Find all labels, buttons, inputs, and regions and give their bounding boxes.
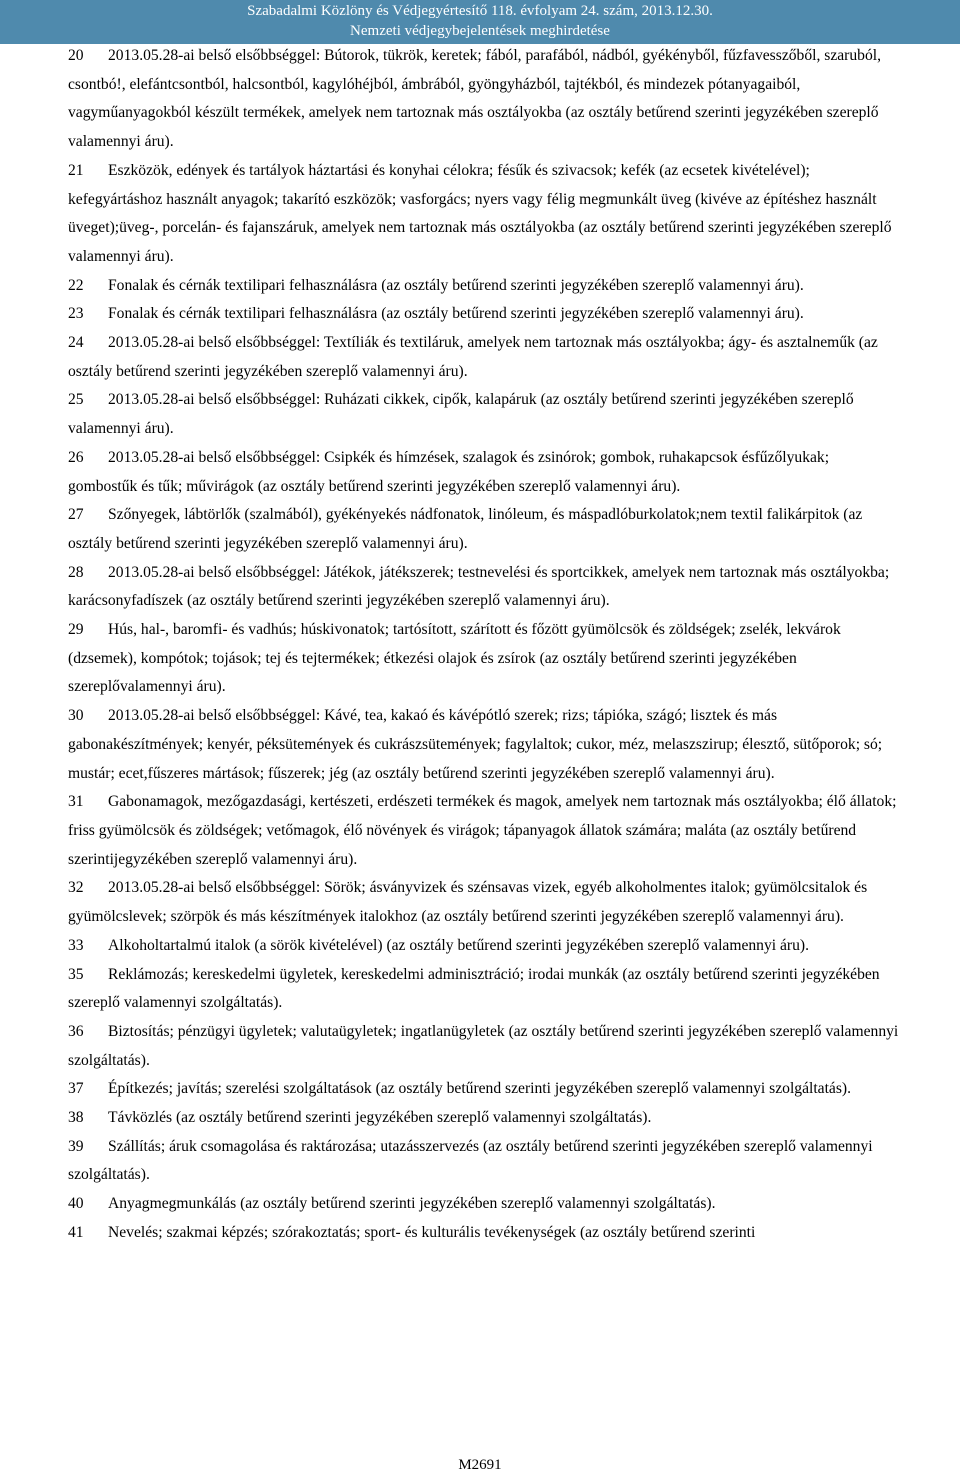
class-description: Nevelés; szakmai képzés; szórakoztatás; sport- és kulturális tevékenységek (az osztály betűrend szerinti — [108, 1223, 756, 1241]
class-description: 2013.05.28-ai belső elsőbbséggel: Kávé, tea, kakaó és kávépótló szerek; rizs; tápióka, szágó; lisztek és más gabonakészítmények; kenyér, péksütemények és cukrászsütemények; fagylaltok; cukor, méz, melaszszirup; élesztő, sütőporok; só; mustár; ecet,fűszeres mártások; fűszerek; jég (az osztály betűrend szerinti jegyzékében szereplő valamennyi áru). — [68, 707, 883, 782]
class-description: Eszközök, edények és tartályok háztartási és konyhai célokra; fésűk és szivacsok; kefék (az ecsetek kivételével); kefegyártáshoz használt anyagok; takarító eszközök; vasforgács; nyers vagy félig megmunkált üveg (kivéve az építéshez használt üveget);üveg-, porcelán- és fajanszáruk, amelyek nem tartoznak más osztályokba (az osztály betűrend szerinti jegyzékében szereplő valamennyi áru). — [68, 161, 892, 265]
class-description: Hús, hal-, baromfi- és vadhús; húskivonatok; tartósított, szárított és főzött gyümölcsök és zöldségek; zselék, lekvárok (dzsemek), kompótok; tojások; tej és tejtermékek; étkezési olajok és zsírok (az osztály betűrend szerinti jegyzékében szereplővalamennyi áru). — [68, 621, 841, 696]
class-number: 39 — [68, 1137, 84, 1155]
class-entry — [68, 386, 900, 443]
class-number: 20 — [68, 47, 84, 64]
class-number: 31 — [68, 793, 84, 811]
class-number: 41 — [68, 1223, 84, 1241]
page-code: M2691 — [458, 1457, 502, 1473]
class-number: 28 — [68, 563, 84, 581]
class-number: 30 — [68, 707, 84, 725]
class-entry — [68, 932, 900, 961]
class-entry — [68, 329, 900, 386]
class-description: 2013.05.28-ai belső elsőbbséggel: Ruházati cikkek, cipők, kalapáruk (az osztály betűrend szerinti jegyzékében szereplő valamennyi áru). — [68, 391, 854, 438]
class-list — [68, 42, 900, 1248]
class-number: 24 — [68, 334, 84, 352]
class-description: Anyagmegmunkálás (az osztály betűrend szerinti jegyzékében szereplő valamennyi szolgáltatás). — [108, 1195, 716, 1213]
class-entry — [68, 702, 900, 788]
class-description: Biztosítás; pénzügyi ügyletek; valutaügyletek; ingatlanügyletek (az osztály betűrend szerinti jegyzékében szereplő valamennyi szolgáltatás). — [68, 1022, 899, 1069]
class-entry — [68, 1104, 900, 1133]
class-entry — [68, 1018, 900, 1075]
class-entry — [68, 1219, 900, 1248]
class-number: 36 — [68, 1022, 84, 1040]
class-number: 22 — [68, 276, 84, 294]
class-number: 37 — [68, 1080, 84, 1098]
class-entry — [68, 559, 900, 616]
class-entry — [68, 1190, 900, 1219]
class-number: 23 — [68, 305, 84, 323]
class-description: Reklámozás; kereskedelmi ügyletek, kereskedelmi adminisztráció; irodai munkák (az osztály betűrend szerinti jegyzékében szereplő valamennyi szolgáltatás). — [68, 965, 880, 1012]
class-number: 40 — [68, 1195, 84, 1213]
class-number: 32 — [68, 879, 84, 897]
class-number: 21 — [68, 161, 84, 179]
class-entry — [68, 1133, 900, 1190]
class-description: Fonalak és cérnák textilipari felhasználásra (az osztály betűrend szerinti jegyzékében szereplő valamennyi áru). — [108, 276, 804, 294]
class-description: 2013.05.28-ai belső elsőbbséggel: Csipkék és hímzések, szalagok és zsinórok; gombok, ruhakapcsok ésfűzőlyukak; gombostűk és tűk; művirágok (az osztály betűrend szerinti jegyzékében szereplő valamennyi áru). — [68, 448, 830, 495]
journal-title: Szabadalmi Közlöny és Védjegyértesítő 118. évfolyam 24. szám, 2013.12.30. — [247, 3, 713, 19]
class-entry — [68, 961, 900, 1018]
class-number: 26 — [68, 448, 84, 466]
class-number: 25 — [68, 391, 84, 409]
class-description: Alkoholtartalmú italok (a sörök kivételével) (az osztály betűrend szerinti jegyzékében szereplő valamennyi áru). — [108, 936, 810, 954]
class-description: 2013.05.28-ai belső elsőbbséggel: Játékok, játékszerek; testnevelési és sportcikkek, amelyek nem tartoznak más osztályokba; karácsonyfadíszek (az osztály betűrend szerinti jegyzékében szereplő valamennyi áru). — [68, 563, 890, 610]
class-entry — [68, 300, 900, 329]
class-description: 2013.05.28-ai belső elsőbbséggel: Sörök; ásványvizek és szénsavas vizek, egyéb alkoholmentes italok; gyümölcsitalok és gyümölcslevek; szörpök és más készítmények italokhoz (az osztály betűrend szerinti jegyzékében szereplő valamennyi áru). — [68, 879, 868, 926]
class-description: 2013.05.28-ai belső elsőbbséggel: Textíliák és textiláruk, amelyek nem tartoznak más osztályokba; ágy- és asztalneműk (az osztály betűrend szerinti jegyzékében szereplő valamennyi áru). — [68, 334, 878, 380]
class-entry — [68, 616, 900, 702]
class-entry — [68, 788, 900, 874]
class-number: 33 — [68, 936, 84, 954]
class-description: Építkezés; javítás; szerelési szolgáltatások (az osztály betűrend szerinti jegyzékében szereplő valamennyi szolgáltatás). — [108, 1080, 852, 1098]
class-entry — [68, 42, 900, 157]
class-entry — [68, 272, 900, 301]
class-number: 35 — [68, 965, 84, 983]
class-entry — [68, 1075, 900, 1104]
page-footer — [0, 1455, 960, 1475]
class-description: 2013.05.28-ai belső elsőbbséggel: Bútorok, tükrök, keretek; fából, parafából, nádból, gyékényből, fűzfavesszőből, szaruból, csontbó!, elefántcsontból, halcsontból, kagylóhéjból, ámbrából, gyöngyházból, tajtékból, és mindezek pótanyagaiból, vagyműanyagokból készült termékek, amelyek nem tartoznak más osztályokba (az osztály betűrend szerinti jegyzékében szereplő valamennyi áru). — [68, 47, 881, 151]
class-entry — [68, 501, 900, 558]
class-number: 29 — [68, 621, 84, 639]
class-entry — [68, 874, 900, 931]
class-number: 38 — [68, 1109, 84, 1127]
class-entry — [68, 157, 900, 272]
class-description: Szállítás; áruk csomagolása és raktározása; utazásszervezés (az osztály betűrend szerinti jegyzékében szereplő valamennyi szolgáltatás). — [68, 1137, 873, 1184]
page-header — [0, 0, 960, 44]
class-description: Szőnyegek, lábtörlők (szalmából), gyékényekés nádfonatok, linóleum, és máspadlóburkolatok;nem textil falikárpitok (az osztály betűrend szerinti jegyzékében szereplő valamennyi áru). — [68, 506, 863, 552]
class-description: Gabonamagok, mezőgazdasági, kertészeti, erdészeti termékek és magok, amelyek nem tartoznak más osztályokba; élő állatok; friss gyümölcsök és zöldségek; vetőmagok, élő növények és virágok; tápanyagok állatok számára; maláta (az osztály betűrend szerintijegyzékében szereplő valamennyi áru). — [68, 793, 897, 868]
class-description: Fonalak és cérnák textilipari felhasználásra (az osztály betűrend szerinti jegyzékében szereplő valamennyi áru). — [108, 305, 804, 323]
class-entry — [68, 444, 900, 501]
class-number: 27 — [68, 506, 84, 524]
class-description: Távközlés (az osztály betűrend szerinti jegyzékében szereplő valamennyi szolgáltatás). — [108, 1109, 652, 1127]
section-title: Nemzeti védjegybejelentések meghirdetése — [350, 23, 610, 39]
